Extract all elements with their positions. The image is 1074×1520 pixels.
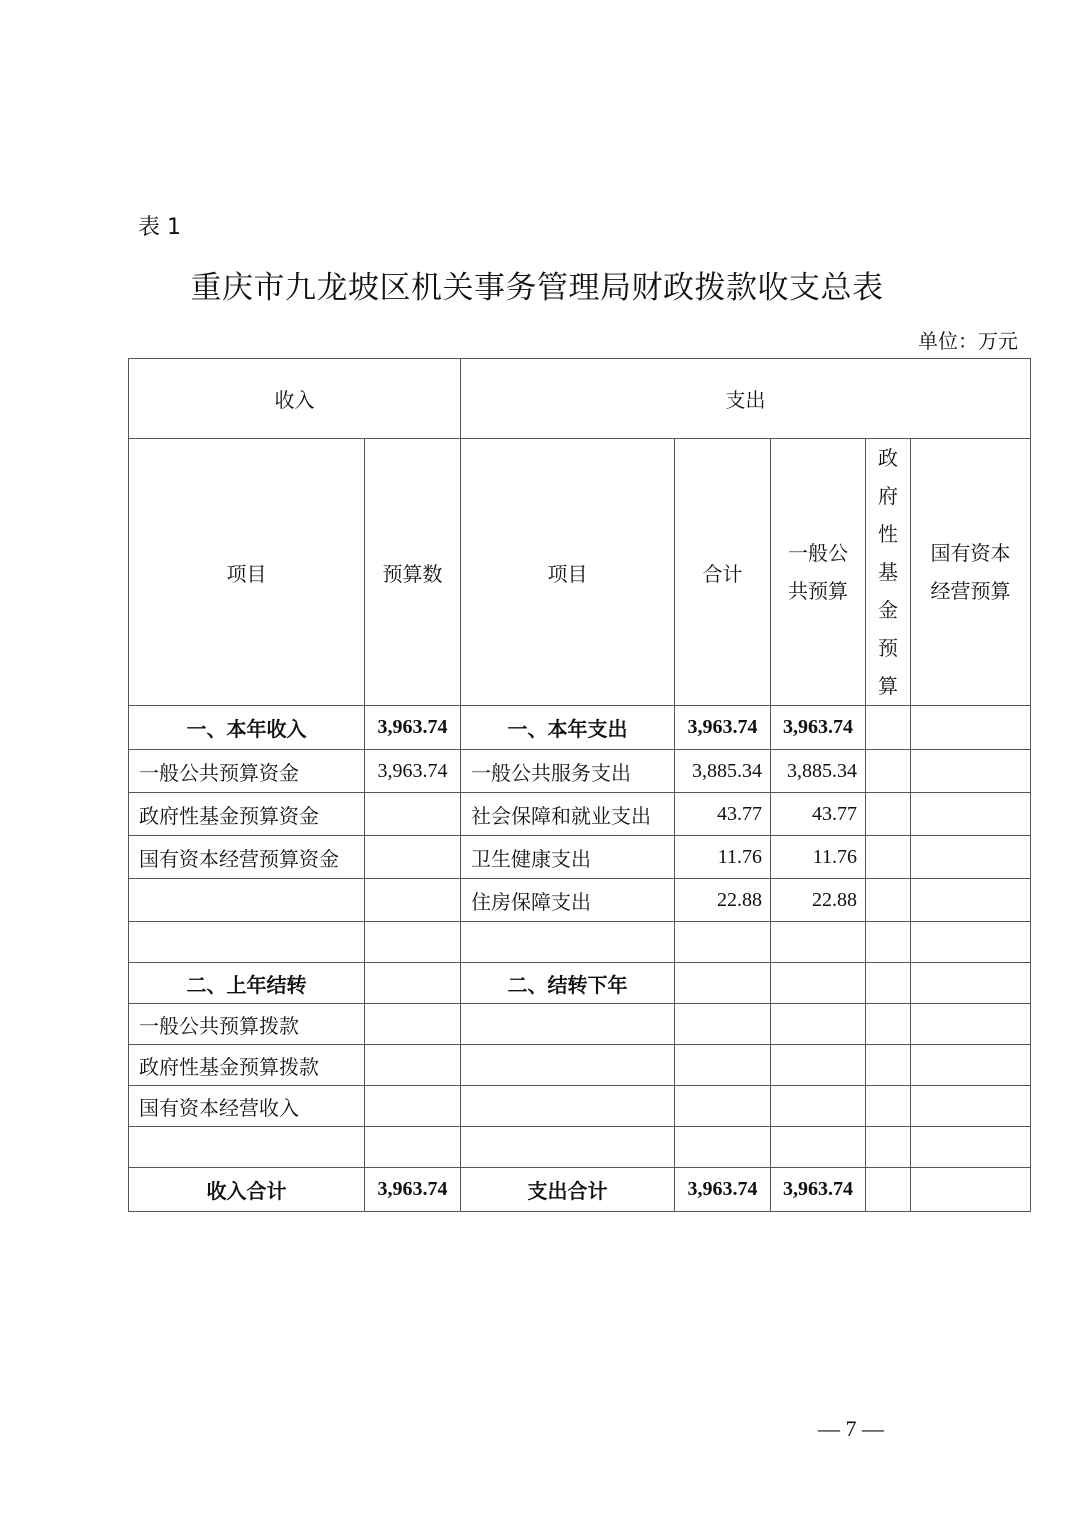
page-title: 重庆市九龙坡区机关事务管理局财政拨款收支总表 — [190, 270, 884, 306]
gov-fund-cell — [866, 879, 911, 922]
expense-item-cell — [461, 1004, 675, 1045]
income-item-cell — [129, 879, 365, 922]
header-column-row — [129, 439, 1031, 706]
gov-fund-cell — [866, 1086, 911, 1127]
state-capital-cell — [911, 1045, 1031, 1086]
expense-total-cell — [675, 963, 771, 1004]
state-capital-cell — [911, 836, 1031, 879]
table-row — [129, 922, 1031, 963]
table-row — [129, 706, 1031, 750]
gov-fund-cell — [866, 793, 911, 836]
income-item-cell: 国有资本经营预算资金 — [129, 836, 365, 879]
expense-total-cell: 3,963.74 — [675, 706, 771, 750]
income-item-cell: 一、本年收入 — [129, 706, 365, 750]
income-amount-cell — [365, 963, 461, 1004]
table-row — [129, 1168, 1031, 1212]
income-item-cell: 收入合计 — [129, 1168, 365, 1212]
state-capital-cell — [911, 879, 1031, 922]
table-row — [129, 836, 1031, 879]
expense-item-cell — [461, 1086, 675, 1127]
expense-item-cell: 住房保障支出 — [461, 879, 675, 922]
gov-fund-cell — [866, 750, 911, 793]
expense-header: 支出 — [461, 359, 1031, 439]
expense-item-cell: 一、本年支出 — [461, 706, 675, 750]
table-row — [129, 879, 1031, 922]
expense-total-cell: 3,885.34 — [675, 750, 771, 793]
gov-fund-cell — [866, 1004, 911, 1045]
table-row — [129, 1127, 1031, 1168]
general-budget-cell: 43.77 — [771, 793, 866, 836]
income-item-cell: 国有资本经营收入 — [129, 1086, 365, 1127]
general-budget-cell — [771, 922, 866, 963]
total-header: 合计 — [675, 439, 771, 706]
income-item-cell: 一般公共预算资金 — [129, 750, 365, 793]
expense-item-cell: 卫生健康支出 — [461, 836, 675, 879]
income-item-cell — [129, 922, 365, 963]
income-amount-cell: 3,963.74 — [365, 706, 461, 750]
expense-item-cell: 支出合计 — [461, 1168, 675, 1212]
income-amount-cell: 3,963.74 — [365, 1168, 461, 1212]
gov-fund-cell — [866, 1168, 911, 1212]
general-budget-cell: 3,963.74 — [771, 1168, 866, 1212]
state-capital-budget-header: 国有资本经营预算 — [911, 439, 1031, 706]
income-item-cell: 政府性基金预算资金 — [129, 793, 365, 836]
income-amount-cell — [365, 922, 461, 963]
general-budget-cell — [771, 1127, 866, 1168]
gov-fund-cell — [866, 922, 911, 963]
expense-item-cell — [461, 1045, 675, 1086]
general-budget-cell — [771, 1086, 866, 1127]
income-item-header: 项目 — [129, 439, 365, 706]
state-capital-cell — [911, 1127, 1031, 1168]
expense-total-cell: 22.88 — [675, 879, 771, 922]
income-item-cell: 政府性基金预算拨款 — [129, 1045, 365, 1086]
general-budget-cell: 11.76 — [771, 836, 866, 879]
general-budget-cell — [771, 1004, 866, 1045]
state-capital-cell — [911, 963, 1031, 1004]
income-item-cell — [129, 1127, 365, 1168]
state-capital-cell — [911, 706, 1031, 750]
income-amount-cell — [365, 1004, 461, 1045]
state-capital-cell — [911, 793, 1031, 836]
table-row — [129, 1045, 1031, 1086]
table-row — [129, 963, 1031, 1004]
income-item-cell: 一般公共预算拨款 — [129, 1004, 365, 1045]
table-row — [129, 750, 1031, 793]
general-budget-cell: 22.88 — [771, 879, 866, 922]
finance-summary-table — [128, 358, 1031, 1212]
general-budget-cell — [771, 1045, 866, 1086]
gov-fund-cell — [866, 963, 911, 1004]
unit-label: 单位：万元 — [918, 329, 1018, 353]
general-budget-cell: 3,963.74 — [771, 706, 866, 750]
expense-total-cell: 11.76 — [675, 836, 771, 879]
state-capital-cell — [911, 922, 1031, 963]
expense-item-cell: 二、结转下年 — [461, 963, 675, 1004]
income-amount-cell — [365, 1045, 461, 1086]
income-amount-cell — [365, 1127, 461, 1168]
gov-fund-budget-header: 政府性基金预算 — [866, 439, 911, 706]
income-amount-cell — [365, 793, 461, 836]
income-amount-cell — [365, 1086, 461, 1127]
table-row — [129, 1086, 1031, 1127]
general-budget-cell — [771, 963, 866, 1004]
table-label: 表 1 — [138, 215, 181, 240]
expense-total-cell — [675, 1086, 771, 1127]
expense-total-cell — [675, 1004, 771, 1045]
expense-item-cell: 一般公共服务支出 — [461, 750, 675, 793]
general-budget-header: 一般公共预算 — [771, 439, 866, 706]
table-row — [129, 793, 1031, 836]
table-row — [129, 1004, 1031, 1045]
expense-item-cell: 社会保障和就业支出 — [461, 793, 675, 836]
expense-item-cell — [461, 1127, 675, 1168]
expense-total-cell: 43.77 — [675, 793, 771, 836]
gov-fund-cell — [866, 836, 911, 879]
income-header: 收入 — [129, 359, 461, 439]
expense-item-header: 项目 — [461, 439, 675, 706]
gov-fund-cell — [866, 706, 911, 750]
expense-item-cell — [461, 922, 675, 963]
income-budget-header: 预算数 — [365, 439, 461, 706]
gov-fund-cell — [866, 1045, 911, 1086]
state-capital-cell — [911, 750, 1031, 793]
state-capital-cell — [911, 1168, 1031, 1212]
income-item-cell: 二、上年结转 — [129, 963, 365, 1004]
income-amount-cell — [365, 879, 461, 922]
expense-total-cell — [675, 1127, 771, 1168]
expense-total-cell — [675, 922, 771, 963]
income-amount-cell: 3,963.74 — [365, 750, 461, 793]
gov-fund-cell — [866, 1127, 911, 1168]
header-group-row — [129, 359, 1031, 439]
state-capital-cell — [911, 1004, 1031, 1045]
page-number: — 7 — — [818, 1416, 884, 1441]
expense-total-cell: 3,963.74 — [675, 1168, 771, 1212]
state-capital-cell — [911, 1086, 1031, 1127]
expense-total-cell — [675, 1045, 771, 1086]
income-amount-cell — [365, 836, 461, 879]
general-budget-cell: 3,885.34 — [771, 750, 866, 793]
